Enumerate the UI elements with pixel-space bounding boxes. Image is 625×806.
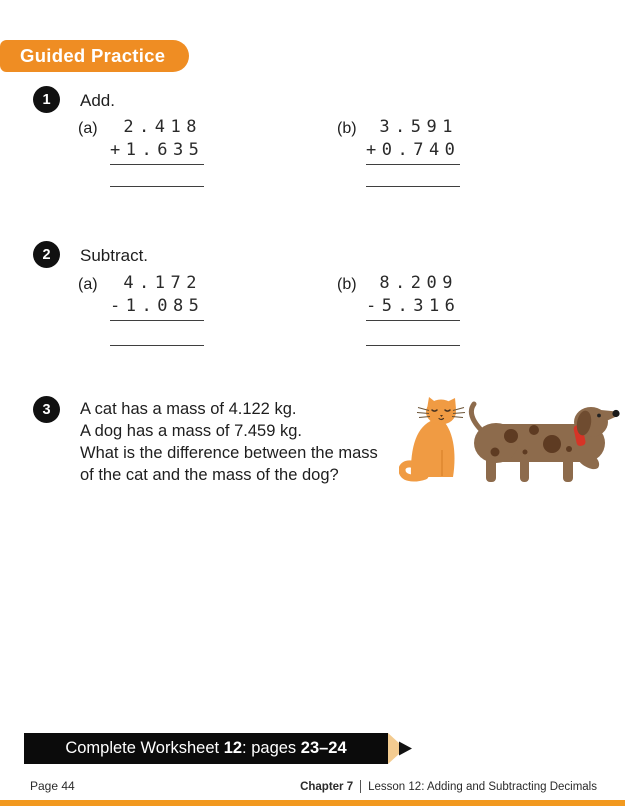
problem-3-number-badge: 3 (33, 396, 60, 423)
lesson-label: Lesson 12: Adding and Subtracting Decimals (368, 780, 597, 793)
problem-1b-column-sum (366, 116, 460, 187)
problem-2a-label: (a) (78, 276, 98, 293)
problem-3-word-problem (80, 398, 415, 486)
complete-worksheet-banner (24, 733, 388, 764)
addend-top: 2.418 (123, 117, 202, 137)
word-problem-line: What is the difference between the mass (80, 444, 378, 462)
word-problem-line: A dog has a mass of 7.459 kg. (80, 422, 302, 440)
footer-divider (360, 780, 361, 793)
problem-1-instruction: Add. (80, 91, 115, 110)
worksheet-pages: 23–24 (300, 739, 347, 757)
word-problem-line: A cat has a mass of 4.122 kg. (80, 400, 297, 418)
page-number: Page 44 (30, 779, 75, 793)
answer-line[interactable] (366, 345, 460, 346)
problem-2b-label: (b) (337, 276, 357, 293)
chapter-lesson-reference (300, 780, 597, 793)
problem-2a-column-difference (110, 272, 204, 346)
worksheet-number: 12 (223, 739, 243, 757)
problem-1a-label: (a) (78, 120, 98, 137)
chapter-label: Chapter 7 (300, 780, 354, 793)
pencil-tip-icon (388, 733, 415, 769)
worksheet-banner-prefix: Complete Worksheet (65, 739, 224, 757)
subtrahend: -5.316 (366, 295, 460, 321)
subtrahend: -1.085 (110, 295, 204, 321)
problem-1-number-badge: 1 (33, 86, 60, 113)
guided-practice-label: Guided Practice (20, 45, 166, 66)
word-problem-line: of the cat and the mass of the dog? (80, 466, 339, 484)
problem-2-instruction: Subtract. (80, 246, 149, 265)
dog-illustration (465, 400, 621, 489)
answer-line[interactable] (110, 345, 204, 346)
guided-practice-banner (0, 40, 189, 72)
page-edge-accent-strip (0, 800, 625, 806)
addend-top: 3.591 (379, 117, 458, 137)
addend-bottom: +1.635 (110, 139, 204, 165)
problem-1b-label: (b) (337, 120, 357, 137)
answer-line[interactable] (366, 186, 460, 187)
minuend: 4.172 (123, 273, 202, 293)
addend-bottom: +0.740 (366, 139, 460, 165)
problem-2b-column-difference (366, 272, 460, 346)
cat-illustration (399, 396, 467, 489)
answer-line[interactable] (110, 186, 204, 187)
problem-2-number-badge: 2 (33, 241, 60, 268)
minuend: 8.209 (379, 273, 458, 293)
problem-1a-column-sum (110, 116, 204, 187)
worksheet-banner-separator: : pages (242, 739, 301, 757)
